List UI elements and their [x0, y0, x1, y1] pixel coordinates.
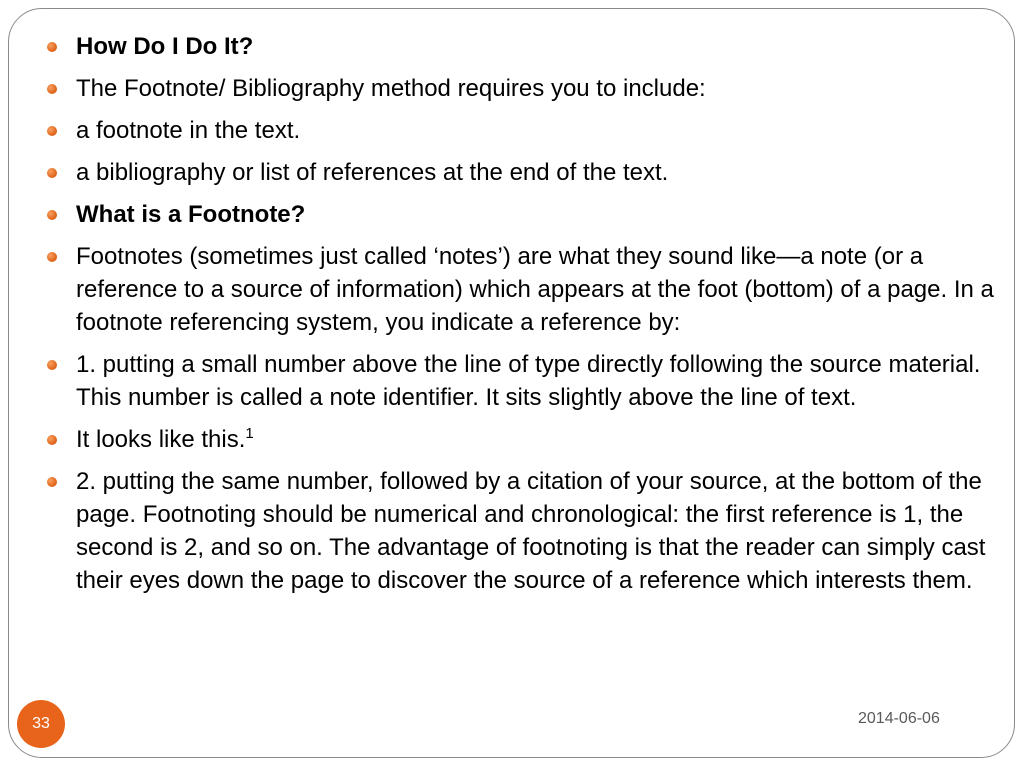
bullet-item-example: [44, 423, 994, 456]
bullet-text: a footnote in the text.: [76, 117, 301, 144]
bullet-text: It looks like this.: [76, 426, 246, 453]
bullet-text: The Footnote/ Bibliography method requires you to include:: [76, 75, 706, 102]
bullet-dot-icon: [47, 126, 57, 136]
bullet-text: 1. putting a small number above the line of type directly following the source material. This number is called a note identifier. It sits slightly above the line of text.: [76, 351, 981, 411]
bullet-text: 2. putting the same number, followed by a citation of your source, at the bottom of the page. Footnoting should be numerical and chronological: the first reference is 1, the second is 2, and so on. The advantage of footnoting is that the reader can simply cast their eyes down the page to discover the source of a reference which interests them.: [76, 468, 986, 594]
bullet-dot-icon: [47, 477, 57, 487]
bullet-dot-icon: [47, 435, 57, 445]
bullet-item-heading-how: [44, 30, 994, 63]
bullet-text: Footnotes (sometimes just called ‘notes’) are what they sound like—a note (or a reference to a source of information) which appears at the foot (bottom) of a page. In a footnote referencing system, you indicate a reference by:: [76, 243, 994, 336]
bullet-item: [44, 156, 994, 189]
bullet-dot-icon: [47, 210, 57, 220]
page-number-badge: [17, 700, 65, 748]
bullet-dot-icon: [47, 42, 57, 52]
slide-date: 2014-06-06: [858, 710, 940, 727]
bullet-text: How Do I Do It?: [76, 33, 254, 60]
bullet-item: [44, 72, 994, 105]
bullet-dot-icon: [47, 252, 57, 262]
bullet-item-heading-what: [44, 198, 994, 231]
footnote-superscript: 1: [245, 425, 254, 442]
bullet-dot-icon: [47, 84, 57, 94]
bullet-dot-icon: [47, 360, 57, 370]
bullet-item: [44, 240, 994, 339]
page-number: 33: [32, 715, 50, 732]
bullet-item: [44, 348, 994, 414]
bullet-text: What is a Footnote?: [76, 201, 306, 228]
bullet-item: [44, 465, 994, 597]
slide-content: [44, 30, 994, 606]
bullet-list: [44, 30, 994, 597]
bullet-text: a bibliography or list of references at the end of the text.: [76, 159, 669, 186]
bullet-dot-icon: [47, 168, 57, 178]
bullet-item: [44, 114, 994, 147]
